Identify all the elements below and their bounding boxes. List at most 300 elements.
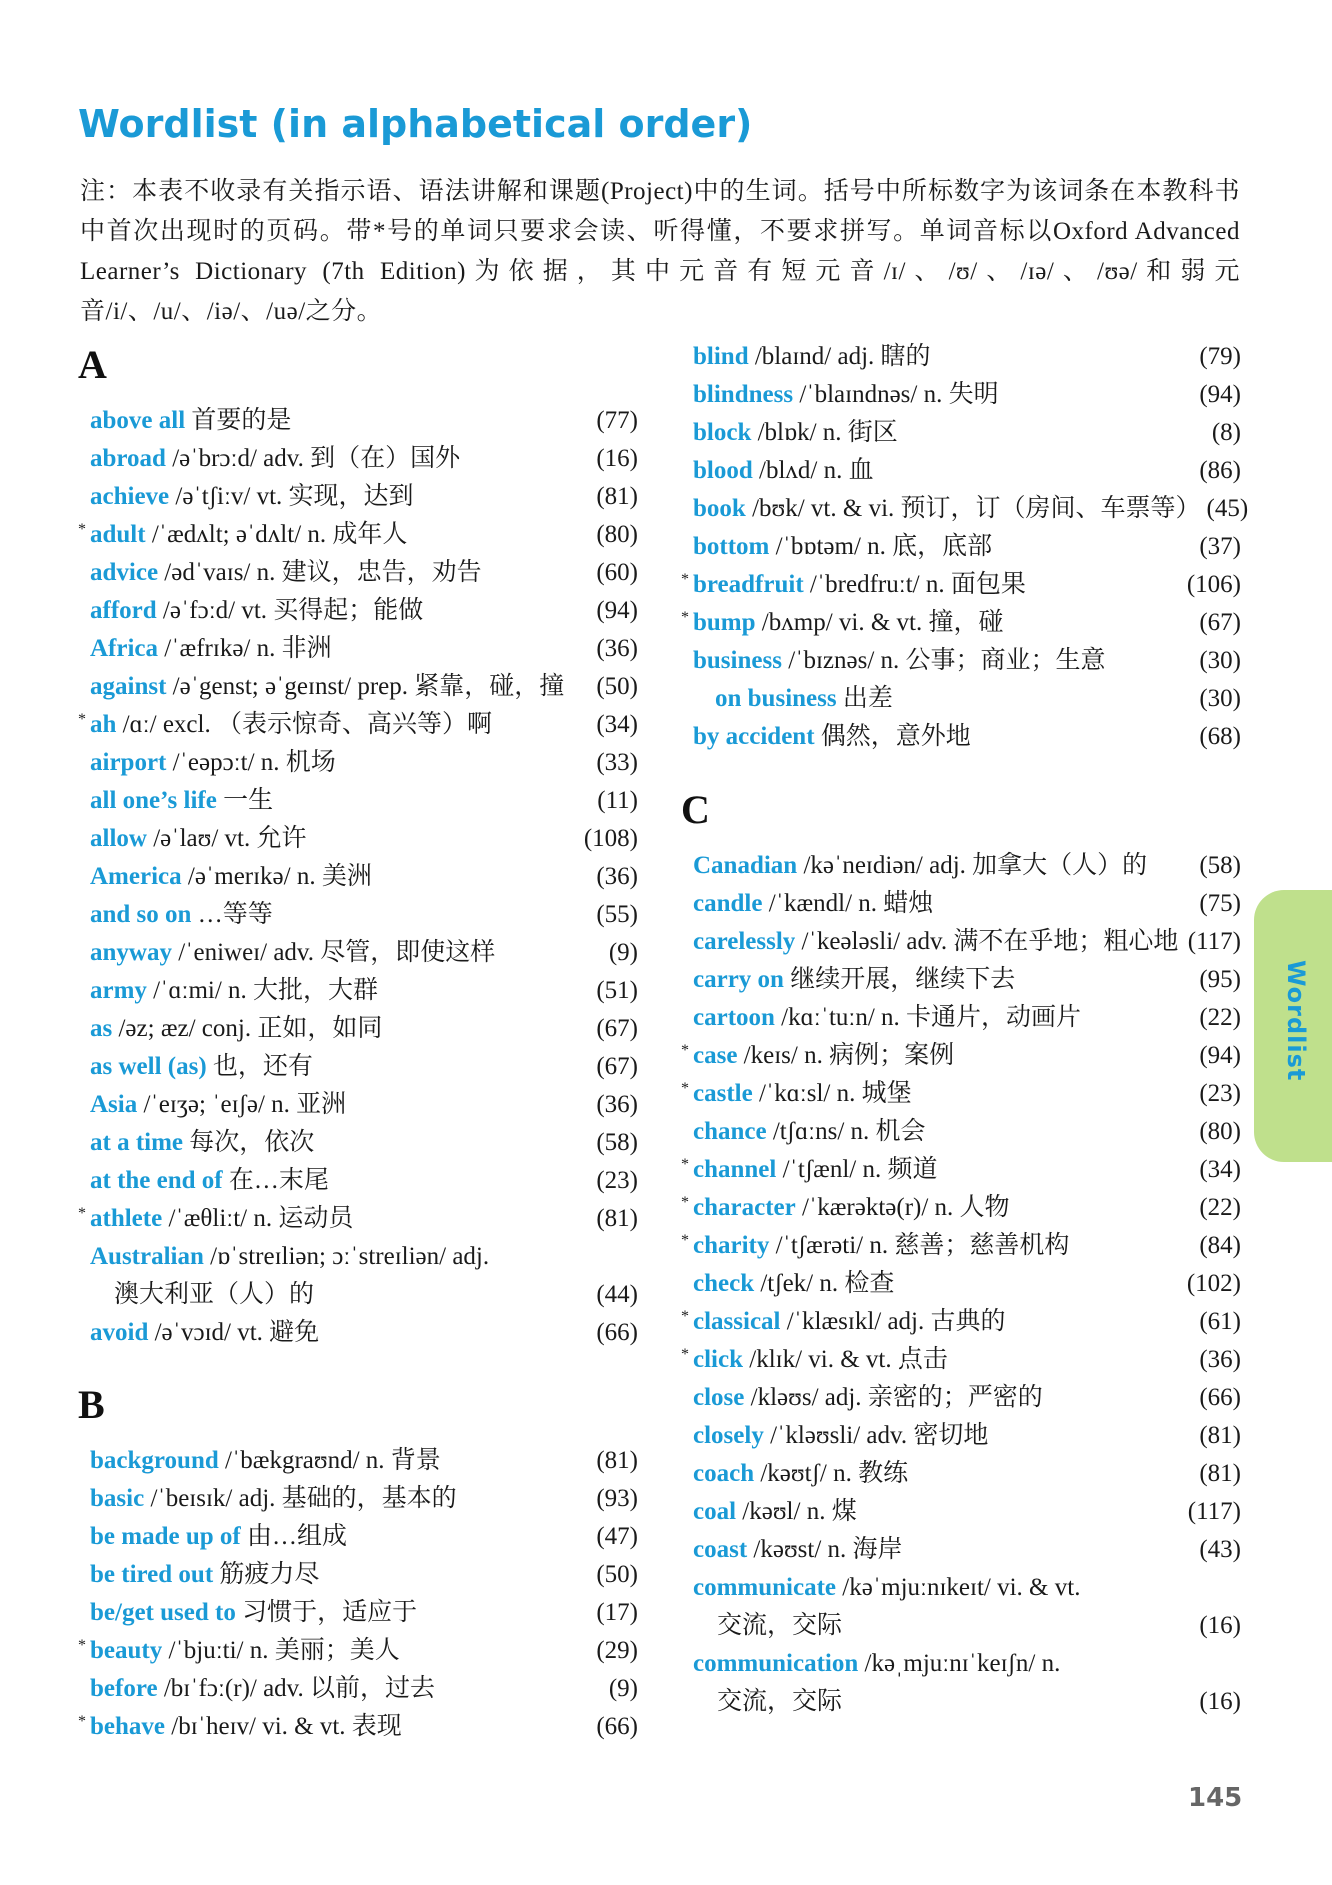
wordlist-entry [693, 961, 1241, 999]
page-reference: (22) [1199, 1004, 1241, 1031]
definition: /ˈbɪznəs/ n. 公事；商业；生意 [788, 647, 1106, 674]
headword: carelessly [693, 928, 796, 955]
wordlist-entry [90, 1086, 638, 1124]
entry-text [78, 1708, 402, 1746]
headword: airport [90, 749, 167, 776]
headword: chance [693, 1118, 767, 1145]
wordlist-entry [693, 642, 1241, 680]
page-reference: (23) [596, 1167, 638, 1194]
entry-text [90, 402, 291, 440]
page-reference: (81) [596, 1205, 638, 1232]
definition: /əˈgenst; əˈgeɪnst/ prep. 紧靠，碰，撞 [172, 673, 565, 700]
wordlist-entry [90, 592, 638, 630]
entry-text [681, 604, 1004, 642]
definition: /ɑː/ excl. （表示惊奇、高兴等）啊 [122, 711, 492, 738]
definition: /kəˈmjuːnɪkeɪt/ vi. & vt. [842, 1574, 1081, 1601]
entry-text [693, 961, 1015, 999]
definition: /ˈbeɪsɪk/ adj. 基础的，基本的 [150, 1485, 457, 1512]
entries-b [78, 1442, 638, 1746]
wordlist-entry [90, 1594, 638, 1632]
page-reference: (17) [596, 1599, 638, 1626]
definition: /bɪˈfɔː(r)/ adv. 以前，过去 [163, 1675, 436, 1702]
wordlist-entry [90, 1124, 638, 1162]
wordlist-entry [693, 1645, 1241, 1683]
page-reference: (117) [1187, 1498, 1241, 1525]
page-reference: (68) [1199, 723, 1241, 750]
headword: closely [693, 1422, 764, 1449]
definition: /bʌmp/ vi. & vt. 撞，碰 [761, 609, 1004, 636]
page-reference: (58) [596, 1129, 638, 1156]
definition: /ˈtʃærəti/ n. 慈善；慈善机构 [775, 1232, 1070, 1259]
wordlist-entry [693, 1493, 1241, 1531]
entry-text [693, 528, 992, 566]
entry-text [693, 1531, 903, 1569]
entry-text [90, 1162, 329, 1200]
entry-text [693, 718, 971, 756]
definition: /kɑːˈtuːn/ n. 卡通片，动画片 [781, 1004, 1082, 1031]
entry-text [90, 440, 460, 478]
asterisk-marker: * [681, 1194, 689, 1211]
entry-continuation [693, 1683, 1241, 1721]
headword: channel [693, 1156, 777, 1183]
headword: book [693, 495, 746, 522]
headword: ah [90, 711, 117, 738]
headword: bottom [693, 533, 770, 560]
headword: Canadian [693, 852, 798, 879]
headword: allow [90, 825, 147, 852]
headword: candle [693, 890, 763, 917]
headword: charity [693, 1232, 770, 1259]
page-reference: (51) [596, 977, 638, 1004]
asterisk-marker: * [78, 1637, 86, 1654]
definition: 每次，依次 [189, 1129, 315, 1156]
entry-text [90, 1314, 319, 1352]
page-number: 145 [1188, 1783, 1243, 1813]
entry-text [693, 414, 898, 452]
page-reference: (67) [596, 1015, 638, 1042]
entry-text [693, 923, 1178, 961]
headword: castle [693, 1080, 753, 1107]
page-reference: (47) [596, 1523, 638, 1550]
definition: /tʃɑːns/ n. 机会 [772, 1118, 926, 1145]
headword: above all [90, 407, 186, 434]
entry-text [90, 478, 414, 516]
headword: blind [693, 343, 749, 370]
wordlist-side-tab [1254, 890, 1332, 1162]
headword: coach [693, 1460, 755, 1487]
page-reference: (16) [1199, 1612, 1241, 1639]
page-reference: (79) [1199, 343, 1241, 370]
definition: /ˈæθliːt/ n. 运动员 [168, 1205, 354, 1232]
definition: /ˈkærəktə(r)/ n. 人物 [801, 1194, 1010, 1221]
wordlist-entry [90, 668, 638, 706]
page-reference: (34) [1199, 1156, 1241, 1183]
headword: achieve [90, 483, 170, 510]
entry-text [90, 820, 306, 858]
wordlist-entry [90, 896, 638, 934]
page-reference: (9) [608, 939, 638, 966]
entry-text [90, 896, 273, 934]
entry-text [681, 1227, 1070, 1265]
entry-text [693, 452, 874, 490]
page-reference: (108) [583, 825, 638, 852]
headword: athlete [90, 1205, 163, 1232]
page-reference: (94) [596, 597, 638, 624]
definition: /ədˈvaɪs/ n. 建议，忠告，劝告 [164, 559, 482, 586]
page-reference: (37) [1199, 533, 1241, 560]
definition: /blɒk/ n. 街区 [757, 419, 898, 446]
page-reference: (29) [596, 1637, 638, 1664]
entry-text [681, 566, 1026, 604]
entries-a [78, 402, 638, 1352]
page-reference: (45) [1206, 495, 1249, 522]
headword: be/get used to [90, 1599, 236, 1626]
page-reference: (43) [1199, 1536, 1241, 1563]
asterisk-marker: * [681, 1232, 689, 1249]
headword: case [693, 1042, 738, 1069]
page-reference: (11) [597, 787, 638, 814]
page-reference: (55) [596, 901, 638, 928]
wordlist-entry [693, 1113, 1241, 1151]
headword: communication [693, 1650, 859, 1677]
entry-text [681, 1151, 938, 1189]
entry-text [78, 516, 408, 554]
page-reference: (86) [1199, 457, 1241, 484]
headword: background [90, 1447, 219, 1474]
wordlist-entry [681, 1151, 1241, 1189]
wordlist-entry [90, 1480, 638, 1518]
definition: /əˈbrɔːd/ adv. 到（在）国外 [172, 445, 461, 472]
wordlist-entry [90, 630, 638, 668]
definition: 继续开展，继续下去 [790, 966, 1016, 993]
headword: click [693, 1346, 743, 1373]
definition: /ˈtʃænl/ n. 频道 [782, 1156, 938, 1183]
definition: /ˈæfrɪkə/ n. 非洲 [164, 635, 332, 662]
entry-text [90, 858, 372, 896]
entry-text [78, 1632, 400, 1670]
headword: business [693, 647, 782, 674]
definition: 出差 [842, 685, 893, 712]
asterisk-marker: * [78, 711, 86, 728]
wordlist-entry [693, 376, 1241, 414]
wordlist-entry [90, 1556, 638, 1594]
wordlist-entry [90, 934, 638, 972]
wordlist-entry [693, 1531, 1241, 1569]
entry-text [693, 1493, 857, 1531]
headword: behave [90, 1713, 165, 1740]
wordlist-entry [78, 1632, 638, 1670]
headword: advice [90, 559, 159, 586]
page-reference: (16) [596, 445, 638, 472]
definition: 习惯于，适应于 [242, 1599, 418, 1626]
entry-text [693, 1417, 988, 1455]
headword: as well (as) [90, 1053, 207, 1080]
headword: anyway [90, 939, 172, 966]
asterisk-marker: * [78, 521, 86, 538]
entry-text [681, 1341, 948, 1379]
headword: avoid [90, 1319, 149, 1346]
page-reference: (81) [1199, 1460, 1241, 1487]
page-reference: (67) [1199, 609, 1241, 636]
entries-b-continued [681, 338, 1249, 756]
definition: /ˈkændl/ n. 蜡烛 [768, 890, 934, 917]
definition: …等等 [197, 901, 273, 928]
entry-text [90, 554, 482, 592]
page-reference: (36) [596, 863, 638, 890]
entry-text [693, 1265, 894, 1303]
entry-text [90, 1594, 417, 1632]
definition: /blaɪnd/ adj. 瞎的 [754, 343, 931, 370]
entry-text [90, 1086, 346, 1124]
definition: /kəʊst/ n. 海岸 [753, 1536, 903, 1563]
page-reference: (60) [596, 559, 638, 586]
wordlist-entry [90, 972, 638, 1010]
entry-text [90, 1124, 314, 1162]
headword: all one’s life [90, 787, 217, 814]
definition: /bʊk/ vt. & vi. 预订，订（房间、车票等） [752, 495, 1201, 522]
intro-note: 注：本表不收录有关指示语、语法讲解和课题(Project)中的生词。括号中所标数字为该词条在本教科书中首次出现时的页码。带*号的单词只要求会读、听得懂，不要求拼写。单词音标以Oxford Advanced Learner’s Dictionary (7th Edition)为依据，其中元音有短元音/ɪ/、/ʊ/、/ɪə/、/ʊə/和弱元音/i/、/u/、/iə/、/uə/之分。 [80, 178, 1240, 325]
wordlist-entry [693, 1417, 1241, 1455]
definition: /kləʊs/ adj. 亲密的；严密的 [750, 1384, 1043, 1411]
headword: beauty [90, 1637, 163, 1664]
asterisk-marker: * [78, 1205, 86, 1222]
definition: /keɪs/ n. 病例；案例 [743, 1042, 955, 1069]
wordlist-entry [681, 1227, 1241, 1265]
wordlist-entry [90, 1314, 638, 1352]
wordlist-entry [693, 680, 1241, 718]
page-reference: (80) [596, 521, 638, 548]
asterisk-marker: * [681, 571, 689, 588]
entry-continuation [693, 1607, 1241, 1645]
page-reference: (23) [1199, 1080, 1241, 1107]
page-reference: (61) [1199, 1308, 1241, 1335]
entry-text [90, 592, 423, 630]
page-reference: (84) [1199, 1232, 1241, 1259]
headword: communicate [693, 1574, 837, 1601]
headword: at a time [90, 1129, 184, 1156]
headword: bump [693, 609, 756, 636]
definition-continued: 澳大利亚（人）的 [114, 1281, 315, 1308]
entry-text [90, 1670, 435, 1708]
page-reference: (9) [608, 1675, 638, 1702]
wordlist-entry [90, 782, 638, 820]
headword: abroad [90, 445, 166, 472]
page-title: Wordlist (in alphabetical order) [78, 102, 753, 146]
page-reference: (94) [1199, 381, 1241, 408]
entry-text [693, 490, 1201, 528]
wordlist-entry [78, 1200, 638, 1238]
headword: cartoon [693, 1004, 775, 1031]
wordlist-entry [90, 554, 638, 592]
definition: /ˈeɪʒə; ˈeɪʃə/ n. 亚洲 [143, 1091, 347, 1118]
page-reference: (102) [1186, 1270, 1241, 1297]
wordlist-entry [90, 478, 638, 516]
definition: 也，还有 [212, 1053, 313, 1080]
page-reference: (94) [1199, 1042, 1241, 1069]
wordlist-entry [681, 1037, 1241, 1075]
entry-text [693, 1113, 926, 1151]
headword: Asia [90, 1091, 138, 1118]
definition-continued: 交流，交际 [717, 1612, 843, 1639]
entry-text [715, 680, 893, 718]
wordlist-entry [90, 1162, 638, 1200]
entries-c [681, 847, 1241, 1721]
headword: carry on [693, 966, 784, 993]
page-reference: (30) [1199, 647, 1241, 674]
entry-text [90, 1556, 319, 1594]
entry-text [681, 1037, 955, 1075]
headword: blood [693, 457, 753, 484]
wordlist-entry [681, 566, 1241, 604]
page-reference: (58) [1199, 852, 1241, 879]
wordlist-entry [693, 885, 1241, 923]
page-reference: (93) [596, 1485, 638, 1512]
definition: /ˈblaɪndnəs/ n. 失明 [799, 381, 999, 408]
wordlist-entry [78, 706, 638, 744]
asterisk-marker: * [681, 1080, 689, 1097]
headword: and so on [90, 901, 192, 928]
entry-text [693, 999, 1081, 1037]
entry-text [90, 630, 332, 668]
wordlist-entry [693, 923, 1241, 961]
wordlist-entry [90, 440, 638, 478]
entry-text [693, 1379, 1043, 1417]
entry-text [90, 1048, 313, 1086]
definition: /ˈeəpɔːt/ n. 机场 [172, 749, 336, 776]
definition: /əz; æz/ conj. 正如，如同 [118, 1015, 383, 1042]
wordlist-entry [693, 1379, 1241, 1417]
entry-text [90, 668, 564, 706]
definition: /ˈbɒtəm/ n. 底，底部 [775, 533, 993, 560]
entry-text [90, 1480, 457, 1518]
headword: before [90, 1675, 158, 1702]
headword: adult [90, 521, 146, 548]
entry-text [90, 1010, 382, 1048]
definition: /ˈbjuːti/ n. 美丽；美人 [168, 1637, 400, 1664]
page-reference: (117) [1187, 928, 1241, 955]
entry-text [90, 782, 273, 820]
section-letter-c: C [681, 787, 710, 832]
wordlist-entry [693, 718, 1241, 756]
page-reference: (50) [596, 673, 638, 700]
wordlist-entry [90, 1518, 638, 1556]
headword: Australian [90, 1243, 204, 1270]
definition: /ˈklæsɪkl/ adj. 古典的 [786, 1308, 1006, 1335]
headword: be tired out [90, 1561, 214, 1588]
entry-text [90, 972, 378, 1010]
page-reference: (66) [596, 1319, 638, 1346]
asterisk-marker: * [681, 609, 689, 626]
entry-text [90, 934, 495, 972]
entry-text [693, 642, 1106, 680]
entry-text [693, 1455, 908, 1493]
wordlist-entry [681, 1341, 1241, 1379]
page-reference: (34) [596, 711, 638, 738]
definition: /ˈædʌlt; əˈdʌlt/ n. 成年人 [151, 521, 408, 548]
page-reference: (22) [1199, 1194, 1241, 1221]
wordlist-entry [90, 1442, 638, 1480]
section-letter-a: A [78, 342, 107, 387]
page-reference: (16) [1199, 1688, 1241, 1715]
definition: 一生 [223, 787, 274, 814]
entry-text [693, 1569, 1080, 1607]
asterisk-marker: * [681, 1156, 689, 1173]
page-reference: (66) [1199, 1384, 1241, 1411]
page-reference: (44) [596, 1281, 638, 1308]
definition: /ɒˈstreɪliən; ɔːˈstreɪliən/ adj. [210, 1243, 490, 1270]
asterisk-marker: * [681, 1042, 689, 1059]
page-reference: (81) [596, 1447, 638, 1474]
definition: /blʌd/ n. 血 [759, 457, 874, 484]
headword: block [693, 419, 752, 446]
section-letter-b: B [78, 1382, 105, 1427]
headword: by accident [693, 723, 815, 750]
entry-text [78, 706, 492, 744]
entry-text [90, 744, 336, 782]
entry-text [693, 338, 931, 376]
entry-text [90, 1238, 489, 1276]
page-reference: (81) [1199, 1422, 1241, 1449]
page-reference: (66) [596, 1713, 638, 1740]
entry-text [90, 1518, 347, 1556]
definition: 在…末尾 [228, 1167, 329, 1194]
wordlist-entry [90, 858, 638, 896]
page-reference: (36) [596, 1091, 638, 1118]
wordlist-entry [78, 1708, 638, 1746]
headword: classical [693, 1308, 781, 1335]
definition: /bɪˈheɪv/ vi. & vt. 表现 [171, 1713, 402, 1740]
headword: America [90, 863, 182, 890]
definition: /ˈkɑːsl/ n. 城堡 [758, 1080, 912, 1107]
wordlist-entry [693, 1265, 1241, 1303]
definition: /ˈkeələsli/ adv. 满不在乎地；粗心地 [801, 928, 1179, 955]
entry-continuation [90, 1276, 638, 1314]
definition: /əˈvɔɪd/ vt. 避免 [154, 1319, 320, 1346]
definition: /kəˈneɪdiən/ adj. 加拿大（人）的 [803, 852, 1148, 879]
headword: army [90, 977, 147, 1004]
definition: /kəʊtʃ/ n. 教练 [760, 1460, 909, 1487]
page-reference: (77) [596, 407, 638, 434]
page-reference: (106) [1186, 571, 1241, 598]
page-reference: (81) [596, 483, 638, 510]
page-reference: (36) [596, 635, 638, 662]
definition: /əˈlaʊ/ vt. 允许 [153, 825, 307, 852]
headword: as [90, 1015, 113, 1042]
side-tab-label: Wordlist [1282, 960, 1310, 1082]
wordlist-entry [90, 1048, 638, 1086]
wordlist-entry [90, 744, 638, 782]
wordlist-entry [693, 414, 1241, 452]
wordlist-entry [681, 1303, 1241, 1341]
headword: Africa [90, 635, 159, 662]
page-reference: (80) [1199, 1118, 1241, 1145]
definition: /kəˌmjuːnɪˈkeɪʃn/ n. [864, 1650, 1061, 1677]
page-reference: (95) [1199, 966, 1241, 993]
entry-text [681, 1189, 1010, 1227]
wordlist-entry [693, 1455, 1241, 1493]
headword: character [693, 1194, 796, 1221]
definition: 筋疲力尽 [219, 1561, 320, 1588]
entry-text [78, 1200, 354, 1238]
wordlist-entry [681, 604, 1241, 642]
page-reference: (36) [1199, 1346, 1241, 1373]
wordlist-entry [681, 1075, 1241, 1113]
headword: coal [693, 1498, 737, 1525]
headword: breadfruit [693, 571, 804, 598]
definition: 偶然，意外地 [820, 723, 971, 750]
page-reference: (30) [1199, 685, 1241, 712]
wordlist-entry [693, 338, 1241, 376]
